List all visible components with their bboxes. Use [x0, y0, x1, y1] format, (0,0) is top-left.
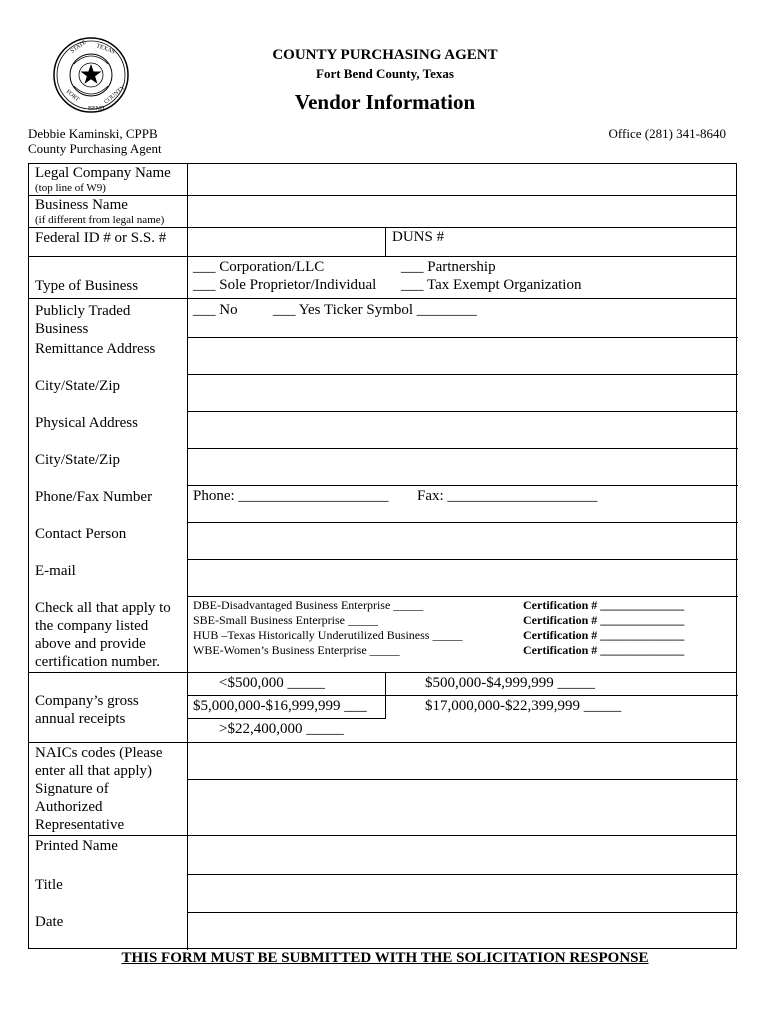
signature-label-2: Authorized — [35, 799, 103, 815]
legal-name-field[interactable] — [188, 164, 737, 195]
federal-id-field[interactable] — [188, 228, 384, 256]
contact-person-label: Contact Person — [35, 526, 127, 542]
receipts-500k-5m[interactable]: $500,000-$4,999,999 _____ — [425, 675, 595, 691]
svg-text:FORT: FORT — [64, 88, 81, 104]
remittance-address-label: Remittance Address — [35, 341, 156, 357]
receipts-5m-17m[interactable]: $5,000,000-$16,999,999 ___ — [193, 698, 367, 714]
option-tax-exempt[interactable]: ___ Tax Exempt Organization — [401, 277, 582, 293]
cert-dbe[interactable]: DBE-Disadvantaged Business Enterprise _____ — [193, 598, 424, 612]
publicly-traded-label: Publicly Traded — [35, 303, 131, 319]
certification-label-3: above and provide — [35, 636, 146, 652]
cert-hub[interactable]: HUB –Texas Historically Underutilized Business _____ — [193, 628, 463, 642]
option-partnership[interactable]: ___ Partnership — [401, 259, 496, 275]
title-field[interactable] — [188, 875, 737, 912]
date-field[interactable] — [188, 913, 737, 949]
agent-name: Debbie Kaminski, CPPB — [28, 126, 158, 141]
certification-label-2: the company listed — [35, 618, 149, 634]
gross-receipts-label: Company’s gross — [35, 693, 139, 709]
option-sole-proprietor[interactable]: ___ Sole Proprietor/Individual — [193, 277, 377, 293]
publicly-traded-no[interactable]: ___ No — [193, 302, 238, 318]
city-state-zip-field[interactable] — [188, 375, 737, 411]
physical-city-state-zip-label: City/State/Zip — [35, 452, 120, 468]
type-of-business-label: Type of Business — [35, 278, 139, 294]
vendor-form — [28, 163, 737, 949]
publicly-traded-yes[interactable]: ___ Yes Ticker Symbol ________ — [273, 302, 477, 318]
county-subtitle: Fort Bend County, Texas — [316, 66, 454, 81]
business-name-note: (if different from legal name) — [35, 214, 165, 226]
federal-id-label: Federal ID # or S.S. # — [35, 230, 167, 246]
receipts-17m-22m[interactable]: $17,000,000-$22,399,999 _____ — [425, 698, 622, 714]
certification-label-1: Check all that apply to — [35, 600, 171, 616]
gross-receipts-label-2: annual receipts — [35, 711, 126, 727]
naics-field[interactable] — [188, 743, 737, 779]
printed-name-field[interactable] — [188, 836, 737, 874]
agent-role: County Purchasing Agent — [28, 141, 162, 156]
submission-notice: THIS FORM MUST BE SUBMITTED WITH THE SOLICITATION RESPONSE — [121, 950, 649, 966]
agency-title: COUNTY PURCHASING AGENT — [272, 47, 498, 63]
svg-text:BEND: BEND — [88, 106, 105, 112]
cert-sbe[interactable]: SBE-Small Business Enterprise _____ — [193, 613, 378, 627]
business-name-field[interactable] — [188, 196, 737, 227]
signature-field[interactable] — [188, 780, 737, 835]
duns-label: DUNS # — [392, 229, 445, 245]
title-label: Title — [35, 877, 63, 893]
publicly-traded-label-2: Business — [35, 321, 89, 337]
signature-label-3: Representative — [35, 817, 125, 833]
svg-text:COUNTY: COUNTY — [103, 84, 127, 106]
email-field[interactable] — [188, 560, 737, 596]
physical-address-field[interactable] — [188, 412, 737, 448]
cert-wbe[interactable]: WBE-Women’s Business Enterprise _____ — [193, 643, 400, 657]
physical-city-state-zip-field[interactable] — [188, 449, 737, 485]
contact-person-field[interactable] — [188, 523, 737, 559]
office-phone: Office (281) 341-8640 — [608, 126, 726, 141]
fax-field[interactable]: Fax: ____________________ — [417, 488, 598, 504]
certification-label-4: certification number. — [35, 654, 160, 670]
business-name-label: Business Name — [35, 197, 128, 213]
naics-label: NAICs codes (Please — [35, 745, 163, 761]
cert-number-wbe[interactable]: Certification # ______________ — [523, 643, 685, 657]
physical-address-label: Physical Address — [35, 415, 138, 431]
email-label: E-mail — [35, 563, 76, 579]
remittance-address-field[interactable] — [188, 338, 737, 374]
cert-number-hub[interactable]: Certification # ______________ — [523, 628, 685, 642]
duns-field[interactable] — [449, 228, 737, 256]
svg-text:STATE: STATE — [69, 39, 88, 55]
phone-field[interactable]: Phone: ____________________ — [193, 488, 389, 504]
signature-label: Signature of — [35, 781, 109, 797]
svg-text:TEXAS: TEXAS — [95, 43, 116, 56]
receipts-under-500k[interactable]: <$500,000 _____ — [219, 675, 325, 691]
receipts-over-22m[interactable]: >$22,400,000 _____ — [219, 721, 344, 737]
date-label: Date — [35, 914, 64, 930]
legal-name-label: Legal Company Name — [35, 165, 171, 181]
naics-label-2: enter all that apply) — [35, 763, 153, 779]
phone-fax-label: Phone/Fax Number — [35, 489, 153, 505]
cert-number-sbe[interactable]: Certification # ______________ — [523, 613, 685, 627]
cert-number-dbe[interactable]: Certification # ______________ — [523, 598, 685, 612]
page-title: Vendor Information — [294, 90, 476, 114]
option-corporation-llc[interactable]: ___ Corporation/LLC — [193, 259, 325, 275]
printed-name-label: Printed Name — [35, 838, 118, 854]
legal-name-note: (top line of W9) — [35, 182, 106, 194]
city-state-zip-label: City/State/Zip — [35, 378, 120, 394]
